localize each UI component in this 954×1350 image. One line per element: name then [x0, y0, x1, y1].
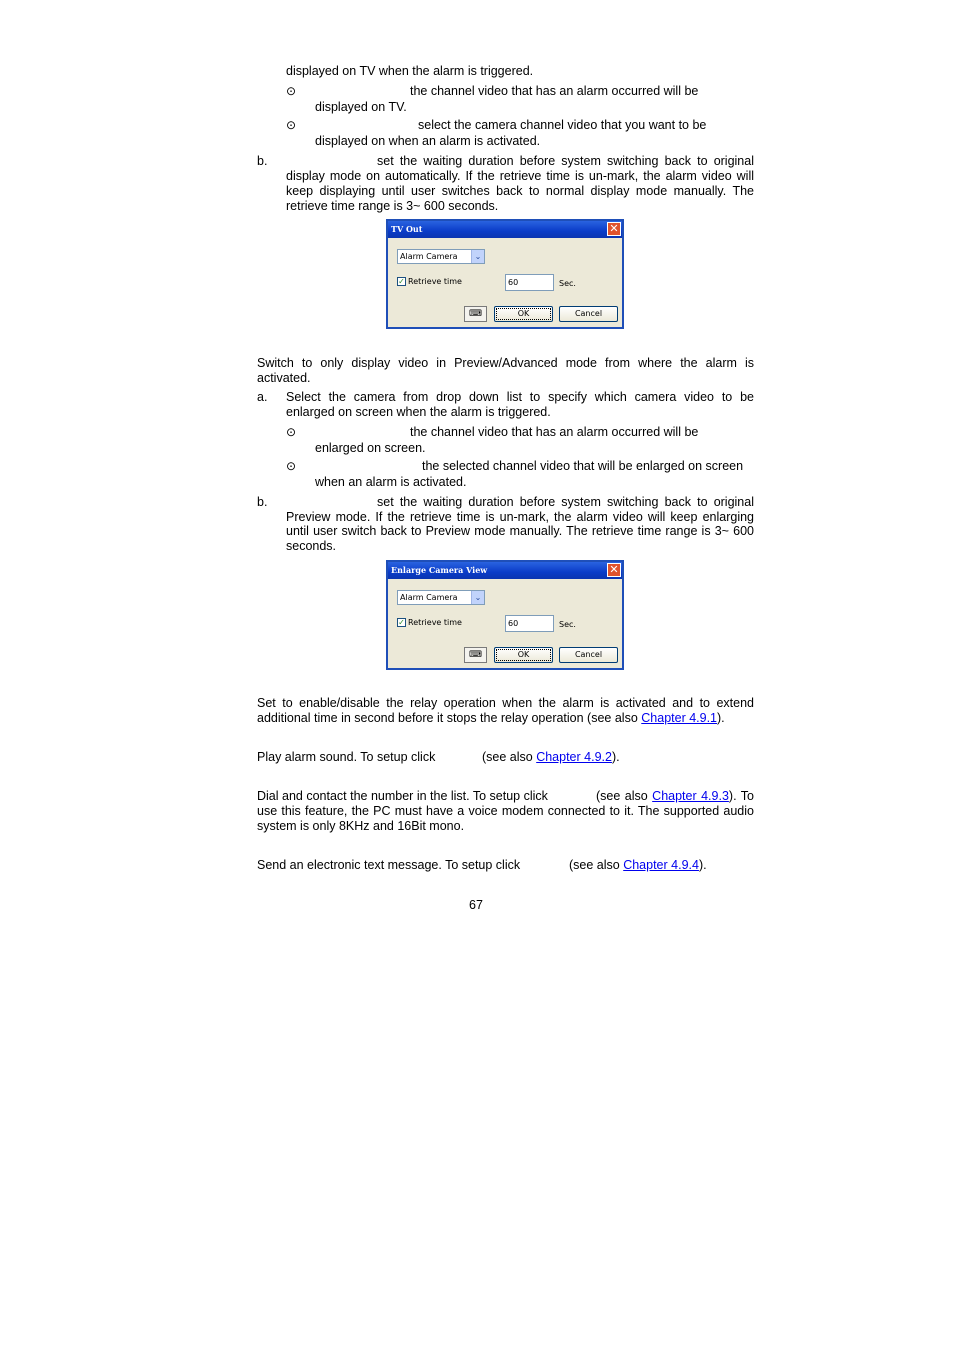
text-fragment: (see also: [596, 789, 653, 803]
retrieve-time-input[interactable]: 60: [505, 615, 554, 632]
bullet-icon: ⊙: [286, 84, 297, 98]
text-line: Set to enable/disable the relay operation when the alarm is activated and to extend: [257, 696, 754, 710]
text-line: keep displaying until user switches back to normal display mode manually. The: [286, 184, 754, 198]
chapter-link[interactable]: Chapter 4.9.1: [641, 711, 718, 725]
list-label: b.: [257, 495, 268, 509]
close-icon[interactable]: ✕: [607, 563, 621, 577]
keyboard-icon[interactable]: ⌨: [464, 306, 487, 322]
text-fragment: ).: [717, 711, 725, 725]
camera-select[interactable]: [397, 249, 485, 264]
retrieve-time-label: Retrieve time: [408, 277, 462, 286]
list-label: a.: [257, 390, 268, 404]
text-line: Select the camera from drop down list to specify which camera video to be: [286, 390, 754, 404]
text-line: Dial and contact the number in the list. To setup click: [257, 789, 548, 803]
text-line: enlarged on screen when the alarm is triggered.: [286, 405, 551, 419]
text-line: [569, 858, 707, 873]
text-line: Play alarm sound. To setup click: [257, 750, 436, 764]
dialog-title: Enlarge Camera View: [391, 565, 488, 575]
chevron-down-icon[interactable]: ⌄: [471, 250, 484, 263]
text-line: when an alarm is activated.: [315, 475, 467, 489]
text-line: activated.: [257, 371, 311, 385]
camera-select-value: Alarm Camera: [400, 593, 458, 602]
text-fragment: ).: [611, 750, 620, 764]
text-line: displayed on when an alarm is activated.: [315, 134, 541, 148]
retrieve-time-label: Retrieve time: [408, 618, 462, 627]
dialog-title: TV Out: [391, 224, 423, 234]
chapter-link[interactable]: Chapter 4.9.3: [652, 789, 729, 803]
text-line: the selected channel video that will be enlarged on screen: [422, 459, 744, 473]
list-label: b.: [257, 154, 268, 168]
text-line: use this feature, the PC must have a voice modem connected to it. The supported audio: [257, 804, 754, 818]
unit-label: Sec.: [559, 620, 576, 629]
text-line: select the camera channel video that you want to be: [418, 118, 707, 132]
retrieve-time-checkbox[interactable]: ✓: [398, 618, 405, 627]
text-line: the channel video that has an alarm occurred will be: [410, 425, 699, 439]
close-icon[interactable]: ✕: [607, 222, 621, 236]
retrieve-time-input[interactable]: 60: [505, 274, 554, 291]
bullet-icon: ⊙: [286, 118, 297, 132]
text-line: displayed on TV when the alarm is triggered.: [286, 64, 534, 78]
cancel-button[interactable]: Cancel: [559, 647, 618, 663]
text-line: the channel video that has an alarm occurred will be: [410, 84, 699, 98]
unit-label: Sec.: [559, 279, 576, 288]
text-line: [257, 711, 725, 726]
retrieve-time-checkbox[interactable]: ✓: [398, 277, 405, 286]
enlarge-camera-view-dialog: [386, 560, 624, 670]
text-fragment: ).: [698, 858, 707, 872]
bullet-icon: ⊙: [286, 425, 297, 439]
chevron-down-icon[interactable]: ⌄: [471, 591, 484, 604]
dialog-titlebar[interactable]: [388, 221, 622, 238]
ok-button[interactable]: OK: [494, 647, 553, 663]
camera-select[interactable]: [397, 590, 485, 605]
chapter-link[interactable]: Chapter 4.9.4: [623, 858, 699, 872]
text-line: seconds.: [286, 539, 337, 553]
tv-out-dialog: [386, 219, 624, 329]
text-line: Send an electronic text message. To setup click: [257, 858, 521, 872]
text-fragment: additional time in second before it stops the relay operation (see also: [257, 711, 642, 725]
text-fragment: (see also: [482, 750, 537, 764]
text-line: [482, 750, 620, 765]
text-line: display mode on automatically. If the retrieve time is un-mark, the alarm video will: [286, 169, 754, 183]
bullet-icon: ⊙: [286, 459, 297, 473]
text-line: set the waiting duration before system switching back to original: [377, 154, 754, 168]
text-line: [596, 789, 754, 804]
camera-select-value: Alarm Camera: [400, 252, 458, 261]
ok-button[interactable]: OK: [494, 306, 553, 322]
text-line: retrieve time range is 3~ 600 seconds.: [286, 199, 499, 213]
page-number: 67: [469, 898, 483, 912]
text-fragment: ). To: [728, 789, 754, 803]
text-line: until user switch back to Preview mode manually. The retrieve time range is 3~ 600: [286, 524, 754, 538]
text-line: Preview mode. If the retrieve time is un-mark, the alarm video will keep enlarging: [286, 510, 754, 524]
keyboard-icon[interactable]: ⌨: [464, 647, 487, 663]
chapter-link[interactable]: Chapter 4.9.2: [536, 750, 612, 764]
text-line: Switch to only display video in Preview/Advanced mode from where the alarm is: [257, 356, 754, 370]
cancel-button[interactable]: Cancel: [559, 306, 618, 322]
text-line: system is only 8KHz and 16Bit mono.: [257, 819, 465, 833]
text-line: enlarged on screen.: [315, 441, 426, 455]
text-line: set the waiting duration before system switching back to original: [377, 495, 754, 509]
text-fragment: (see also: [569, 858, 624, 872]
text-line: displayed on TV.: [315, 100, 407, 114]
